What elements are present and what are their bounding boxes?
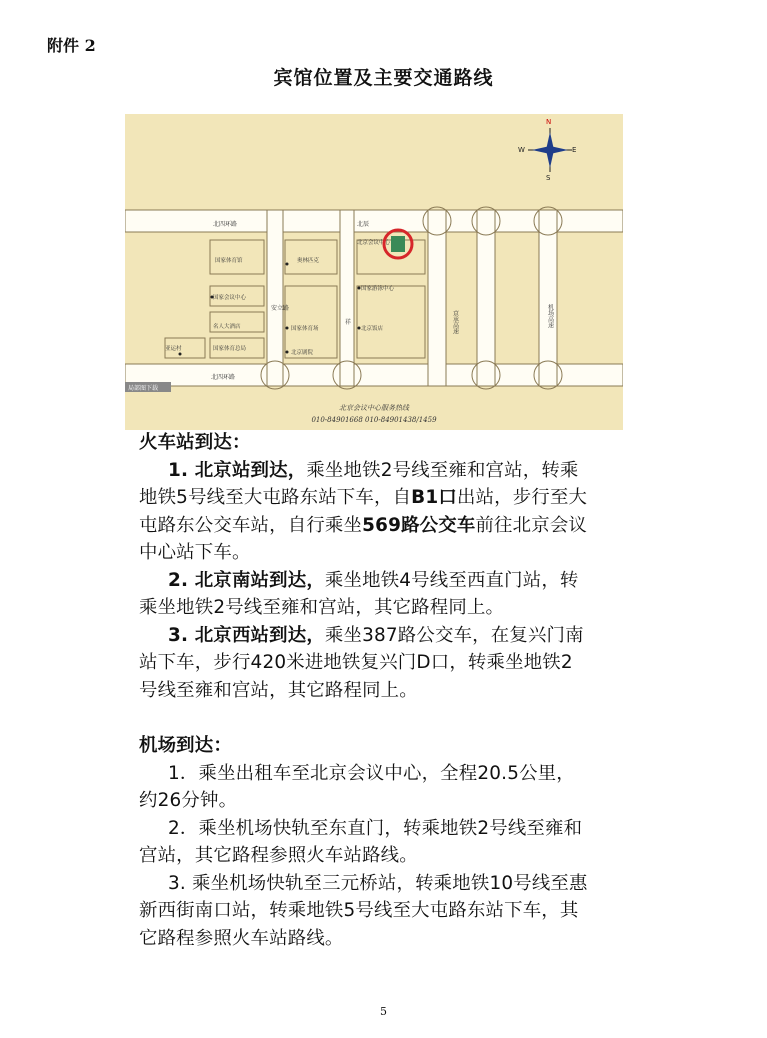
map-footer-title: 北京会议中心服务热线: [339, 404, 409, 412]
page-number: 5: [380, 1005, 387, 1018]
compass-w: W: [518, 146, 525, 154]
attachment-label: 附件 2: [47, 36, 96, 55]
place-center: 国家会议中心: [213, 295, 247, 301]
label-beichen: 北辰: [357, 221, 370, 228]
label-xiang: 祥: [345, 319, 352, 326]
place-bank: 名人大酒店: [213, 324, 241, 330]
compass-e: E: [572, 146, 577, 154]
compass-n: N: [546, 118, 552, 126]
compass-s: S: [546, 174, 551, 182]
directions-text: [139, 429, 589, 952]
airport-item-2: 2．乘坐机场快轨至东直门，转乘地铁2号线至雍和宫站，其它路程参照火车站路线。: [139, 817, 583, 866]
train-item-2: 2. 北京南站到达，乘坐地铁4号线至西直门站，转乘坐地铁2号线至雍和宫站，其它路程同上。: [139, 569, 579, 618]
label-airport-expy: 机场高速: [546, 304, 554, 328]
place-olympic: 国家体育馆: [215, 258, 243, 264]
place-park: 奥林匹克: [297, 258, 320, 264]
place-village: 亚运村: [165, 346, 182, 352]
label-anli: 安立路: [271, 305, 290, 312]
label-north-ring-2: 北四环路: [211, 374, 236, 381]
location-map: [125, 114, 623, 430]
train-item-1: 1. 北京站到达，乘坐地铁2号线至雍和宫站，转乘地铁5号线至大屯路东站下车，自B1口出站，步行至大屯路东公交车站，自行乘坐569路公交车前往北京会议中心站下车。: [139, 459, 588, 563]
train-heading: 火车站到达：: [139, 432, 251, 453]
airport-heading: 机场到达：: [139, 735, 232, 756]
airport-item-1: 1．乘坐出租车至北京会议中心，全程20.5公里，约26分钟。: [139, 762, 575, 811]
place-hotel2: 北京饭店: [361, 326, 384, 332]
map-footer-phone: 010-84901668 010-84901438/1459: [311, 416, 437, 424]
place-teaching: 国家体育总局: [213, 346, 247, 352]
page-title: 宾馆位置及主要交通路线: [273, 67, 494, 89]
label-jingcheng: 京承高速: [451, 310, 459, 334]
train-item-3: 3. 北京西站到达，乘坐387路公交车，在复兴门南站下车，步行420米进地铁复兴门D口，转乘坐地铁2号线至雍和宫站，其它路程同上。: [139, 624, 584, 701]
airport-item-3: 3. 乘坐机场快轨至三元桥站，转乘地铁10号线至惠新西街南口站，转乘地铁5号线至大屯路东站下车，其它路程参照火车站路线。: [139, 872, 588, 949]
place-stadium: 国家体育场: [291, 326, 319, 332]
label-north-ring: 北四环路: [213, 221, 238, 228]
place-gym: 国家游泳中心: [361, 286, 395, 292]
place-hotel-label: 北京会议中心: [357, 240, 391, 246]
map-download-tag: 局部图下载: [128, 385, 159, 392]
place-music: 北京剧院: [291, 350, 314, 356]
